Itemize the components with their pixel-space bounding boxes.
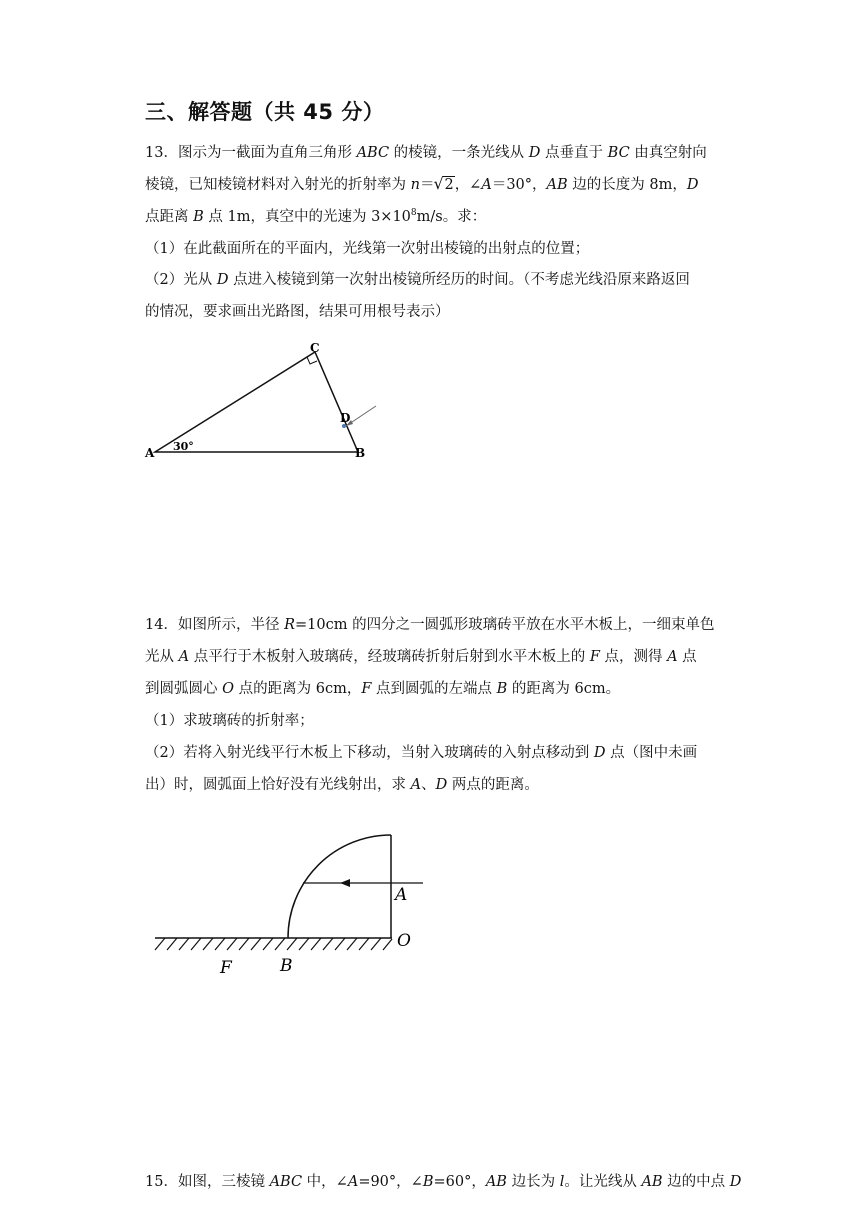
- q14-quarter-circle-figure: [150, 828, 440, 978]
- label-angle: 30°: [173, 440, 194, 453]
- q13-line-1: 13．图示为一截面为直角三角形 ABC 的棱镜，一条光线从 D 点垂直于 BC 由真空射向: [145, 145, 707, 161]
- q15-number: 15．: [145, 1174, 178, 1190]
- section-title: 三、解答题（共 45 分）: [145, 100, 385, 124]
- q14-part-2-cont: 出）时，圆弧面上恰好没有光线射出，求 A、D 两点的距离。: [145, 777, 539, 793]
- q14-line-1: 14．如图所示，半径 R=10cm 的四分之一圆弧形玻璃砖平放在水平木板上，一细束单色: [145, 617, 715, 633]
- q14-number: 14．: [145, 617, 178, 633]
- board-hatching: [155, 938, 392, 950]
- label-F: F: [220, 958, 232, 978]
- q13-number: 13．: [145, 145, 178, 161]
- sqrt-symbol: √ 2: [434, 177, 454, 193]
- q13-triangle-figure: [140, 340, 380, 470]
- q14-part-2: （2）若将入射光线平行木板上下移动，当射入玻璃砖的入射点移动到 D 点（图中未画: [145, 745, 698, 761]
- q15-line-1: 15．如图，三棱镜 ABC 中，∠A=90°，∠B=60°，AB 边长为 l。让光线从 AB 边的中点 D: [145, 1174, 742, 1190]
- q14-part-1: （1）求玻璃砖的折射率；: [145, 713, 314, 729]
- label-B: B: [280, 956, 293, 976]
- q13-part-1: （1）在此截面所在的平面内，光线第一次射出棱镜的出射点的位置；: [145, 241, 590, 257]
- label-O: O: [397, 931, 411, 951]
- q13-line-3: 点距离 B 点 1m，真空中的光速为 $3\times 10^8m/s$。求：: [145, 208, 487, 225]
- q13-line-2: 棱镜，已知棱镜材料对入射光的折射率为 n＝√ 2，∠A＝30°，AB 边的长度为 8m，D: [145, 173, 699, 194]
- q14-line-2: 光从 A 点平行于木板射入玻璃砖，经玻璃砖折射后射到水平木板上的 F 点，测得 A 点: [145, 649, 697, 665]
- q13-part-2: （2）光从 D 点进入棱镜到第一次射出棱镜所经历的时间。（不考虑光线沿原来路返回: [145, 272, 690, 288]
- label-D: D: [340, 411, 351, 425]
- label-A: A: [395, 885, 408, 905]
- q14-line-3: 到圆弧圆心 O 点的距离为 6cm，F 点到圆弧的左端点 B 的距离为 6cm。: [145, 681, 621, 697]
- label-B: B: [355, 446, 366, 460]
- label-C: C: [310, 341, 320, 355]
- q13-part-2-cont: 的情况，要求画出光路图，结果可用根号表示）: [145, 304, 450, 320]
- label-A: A: [145, 446, 155, 460]
